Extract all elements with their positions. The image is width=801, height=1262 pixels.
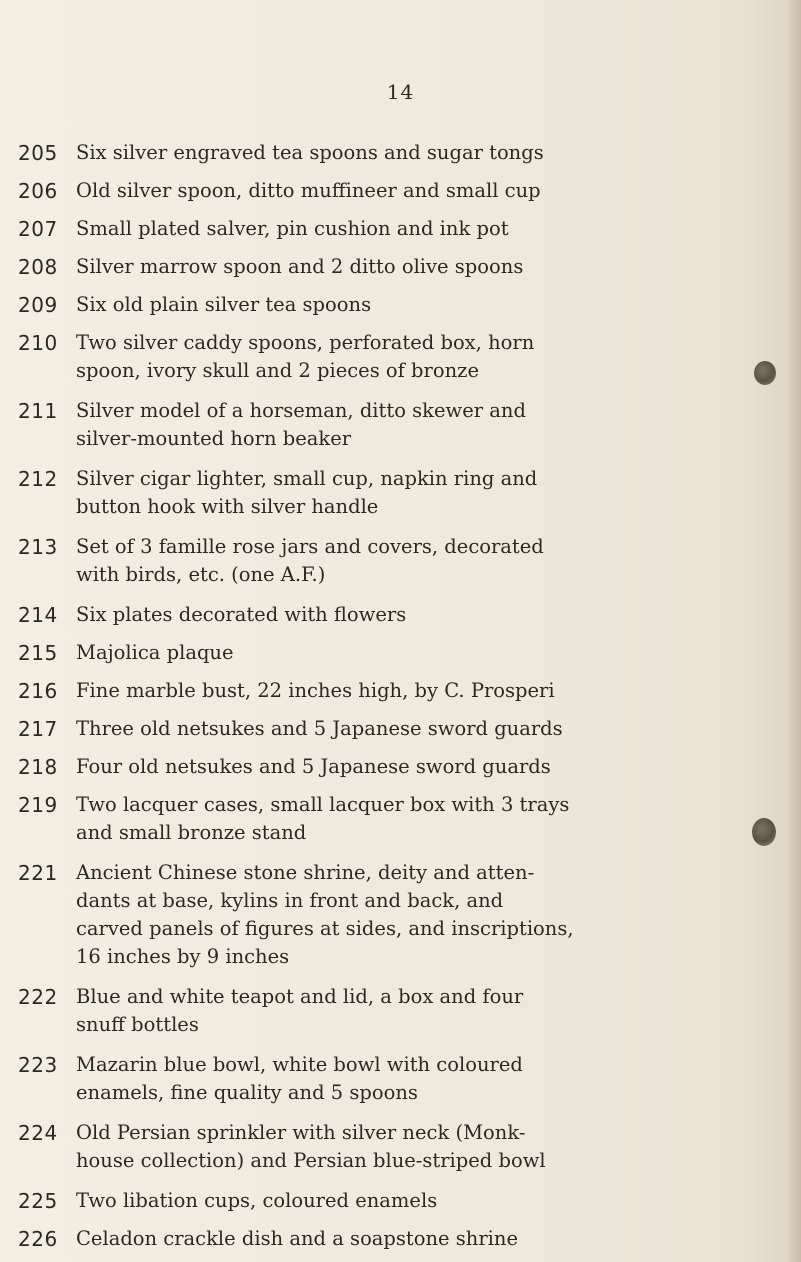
lot-description-line: with birds, etc. (one A.F.) <box>76 563 326 586</box>
lot-description <box>76 715 698 743</box>
lot-description <box>76 639 698 667</box>
lot-entry <box>18 533 698 589</box>
lot-number: 215 <box>18 641 58 665</box>
lot-description-line: Small plated salver, pin cushion and ink pot <box>76 217 509 240</box>
lot-description-line: dants at base, kylins in front and back, and <box>76 889 504 912</box>
lot-entry <box>18 177 698 205</box>
lot-number: 225 <box>18 1189 58 1213</box>
lot-description <box>76 1225 698 1253</box>
lot-description-line: Two silver caddy spoons, perforated box, horn <box>76 331 535 354</box>
lot-number: 214 <box>18 603 58 627</box>
lot-description-line: button hook with silver handle <box>76 495 379 518</box>
lot-description-line: Two libation cups, coloured enamels <box>76 1189 438 1212</box>
lot-description <box>76 397 698 453</box>
lot-list <box>18 129 698 1253</box>
lot-entry <box>18 465 698 521</box>
lot-number: 224 <box>18 1121 58 1145</box>
lot-entry <box>18 983 698 1039</box>
lot-description-line: Silver marrow spoon and 2 ditto olive spoons <box>76 255 524 278</box>
lot-number: 206 <box>18 179 58 203</box>
lot-description-line: Four old netsukes and 5 Japanese sword guards <box>76 755 551 778</box>
lot-number: 217 <box>18 717 58 741</box>
lot-description <box>76 139 698 167</box>
lot-entry <box>18 1119 698 1175</box>
lot-description <box>76 329 698 385</box>
lot-description-line: Old silver spoon, ditto muffineer and small cup <box>76 179 541 202</box>
lot-description-line: Old Persian sprinkler with silver neck (Monk- <box>76 1121 526 1144</box>
lot-description <box>76 215 698 243</box>
lot-description <box>76 1119 698 1175</box>
lot-description <box>76 1051 698 1107</box>
lot-entry <box>18 253 698 281</box>
lot-description <box>76 177 698 205</box>
lot-number: 208 <box>18 255 58 279</box>
lot-description-line: Set of 3 famille rose jars and covers, decorated <box>76 535 544 558</box>
lot-entry <box>18 1051 698 1107</box>
lot-description <box>76 983 698 1039</box>
lot-description-line: Six plates decorated with flowers <box>76 603 407 626</box>
lot-description-line: Six silver engraved tea spoons and sugar tongs <box>76 141 544 164</box>
lot-description <box>76 1187 698 1215</box>
lot-number: 205 <box>18 141 58 165</box>
lot-entry <box>18 139 698 167</box>
lot-description-line: Silver cigar lighter, small cup, napkin ring and <box>76 467 538 490</box>
lot-entry <box>18 677 698 705</box>
lot-description <box>76 465 698 521</box>
lot-entry <box>18 715 698 743</box>
lot-entry <box>18 639 698 667</box>
lot-entry <box>18 601 698 629</box>
lot-description-line: snuff bottles <box>76 1013 199 1036</box>
lot-entry <box>18 753 698 781</box>
lot-number: 223 <box>18 1053 58 1077</box>
lot-number: 226 <box>18 1227 58 1251</box>
lot-number: 222 <box>18 985 58 1009</box>
lot-number: 207 <box>18 217 58 241</box>
lot-description <box>76 291 698 319</box>
lot-entry <box>18 329 698 385</box>
lot-description <box>76 859 698 971</box>
lot-description-line: Mazarin blue bowl, white bowl with coloured <box>76 1053 523 1076</box>
lot-description-line: Majolica plaque <box>76 641 234 664</box>
lot-number: 213 <box>18 535 58 559</box>
lot-description <box>76 601 698 629</box>
lot-number: 210 <box>18 331 58 355</box>
lot-number: 211 <box>18 399 58 423</box>
lot-number: 219 <box>18 793 58 817</box>
lot-description-line: and small bronze stand <box>76 821 307 844</box>
lot-entry <box>18 397 698 453</box>
lot-description-line: Six old plain silver tea spoons <box>76 293 372 316</box>
lot-entry <box>18 1225 698 1253</box>
lot-description-line: Silver model of a horseman, ditto skewer and <box>76 399 526 422</box>
lot-number: 216 <box>18 679 58 703</box>
lot-description-line: Three old netsukes and 5 Japanese sword guards <box>76 717 563 740</box>
lot-description <box>76 253 698 281</box>
lot-description <box>76 533 698 589</box>
lot-number: 221 <box>18 861 58 885</box>
foxing-spot <box>754 361 776 385</box>
page-number: 14 <box>386 80 415 104</box>
lot-description-line: Blue and white teapot and lid, a box and four <box>76 985 524 1008</box>
lot-description-line: Ancient Chinese stone shrine, deity and atten- <box>76 861 535 884</box>
lot-entry <box>18 215 698 243</box>
lot-description-line: Two lacquer cases, small lacquer box with 3 trays <box>76 793 570 816</box>
lot-description-line: silver-mounted horn beaker <box>76 427 352 450</box>
lot-entry <box>18 1187 698 1215</box>
lot-description <box>76 753 698 781</box>
lot-description-line: Celadon crackle dish and a soapstone shrine <box>76 1227 519 1250</box>
lot-description-line: spoon, ivory skull and 2 pieces of bronze <box>76 359 479 382</box>
lot-description-line: Fine marble bust, 22 inches high, by C. Prosperi <box>76 679 555 702</box>
lot-number: 209 <box>18 293 58 317</box>
lot-number: 218 <box>18 755 58 779</box>
lot-number: 212 <box>18 467 58 491</box>
lot-entry <box>18 859 698 971</box>
lot-description-line: enamels, fine quality and 5 spoons <box>76 1081 418 1104</box>
lot-entry <box>18 291 698 319</box>
lot-description-line: carved panels of figures at sides, and inscriptions, <box>76 917 574 940</box>
lot-description-line: 16 inches by 9 inches <box>76 945 290 968</box>
page-edge <box>787 0 801 1262</box>
foxing-spot <box>752 818 776 846</box>
lot-entry <box>18 791 698 847</box>
lot-description-line: house collection) and Persian blue-striped bowl <box>76 1149 546 1172</box>
lot-description <box>76 791 698 847</box>
lot-description <box>76 677 698 705</box>
